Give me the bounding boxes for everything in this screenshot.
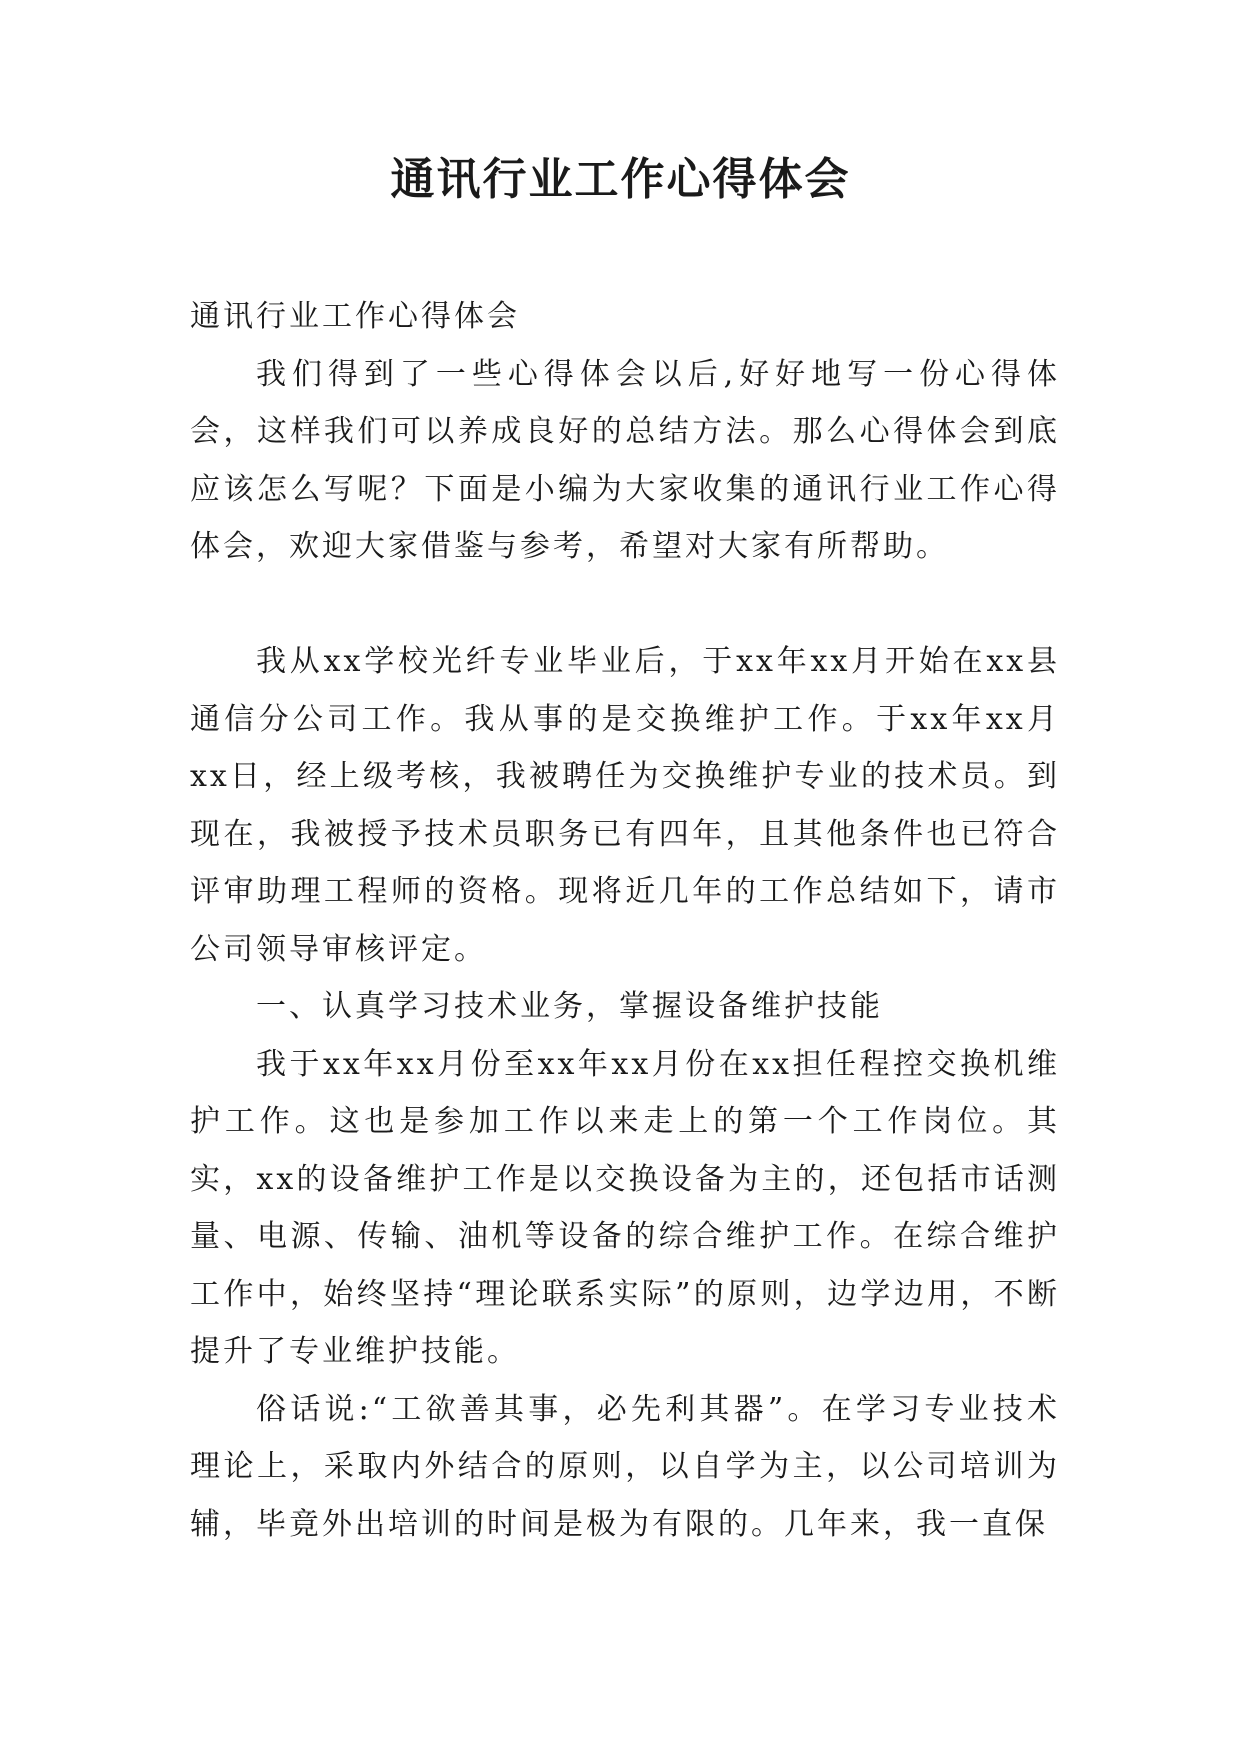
document-title: 通讯行业工作心得体会 — [390, 154, 851, 205]
section-heading: 一、认真学习技术业务，掌握设备维护技能 — [256, 989, 883, 1024]
intro-paragraph: 我们得到了一些心得体会以后,好好地写一份心得体会，这样我们可以养成良好的总结方法。那么心得体会到底应该怎么写呢？下面是小编为大家收集的通讯行业工作心得体会，欢迎大家借鉴与参考，希望对大家有所帮助。 — [190, 356, 1060, 564]
background-paragraph: 我从xx学校光纤专业毕业后，于xx年xx月开始在xx县通信分公司工作。我从事的是交换维护工作。于xx年xx月xx日，经上级考核，我被聘任为交换维护专业的技术员。到现在，我被授予技术员职务已有四年，且其他条件也已符合评审助理工程师的资格。现将近几年的工作总结如下，请市公司领导审核评定。 — [190, 644, 1060, 967]
document-subtitle: 通讯行业工作心得体会 — [190, 299, 520, 334]
body-paragraph: 俗话说:“工欲善其事，必先利其器”。在学习专业技术理论上，采取内外结合的原则，以自学为主，以公司培训为辅，毕竟外出培训的时间是极为有限的。几年来，我一直保 — [190, 1391, 1060, 1542]
paragraph-spacer — [190, 576, 1060, 634]
body-paragraph: 我于xx年xx月份至xx年xx月份在xx担任程控交换机维护工作。这也是参加工作以来走上的第一个工作岗位。其实，xx的设备维护工作是以交换设备为主的，还包括市话测量、电源、传输、油机等设备的综合维护工作。在综合维护工作中，始终坚持“理论联系实际”的原则，边学边用，不断提升了专业维护技能。 — [190, 1046, 1060, 1369]
document-body — [190, 288, 1060, 1553]
